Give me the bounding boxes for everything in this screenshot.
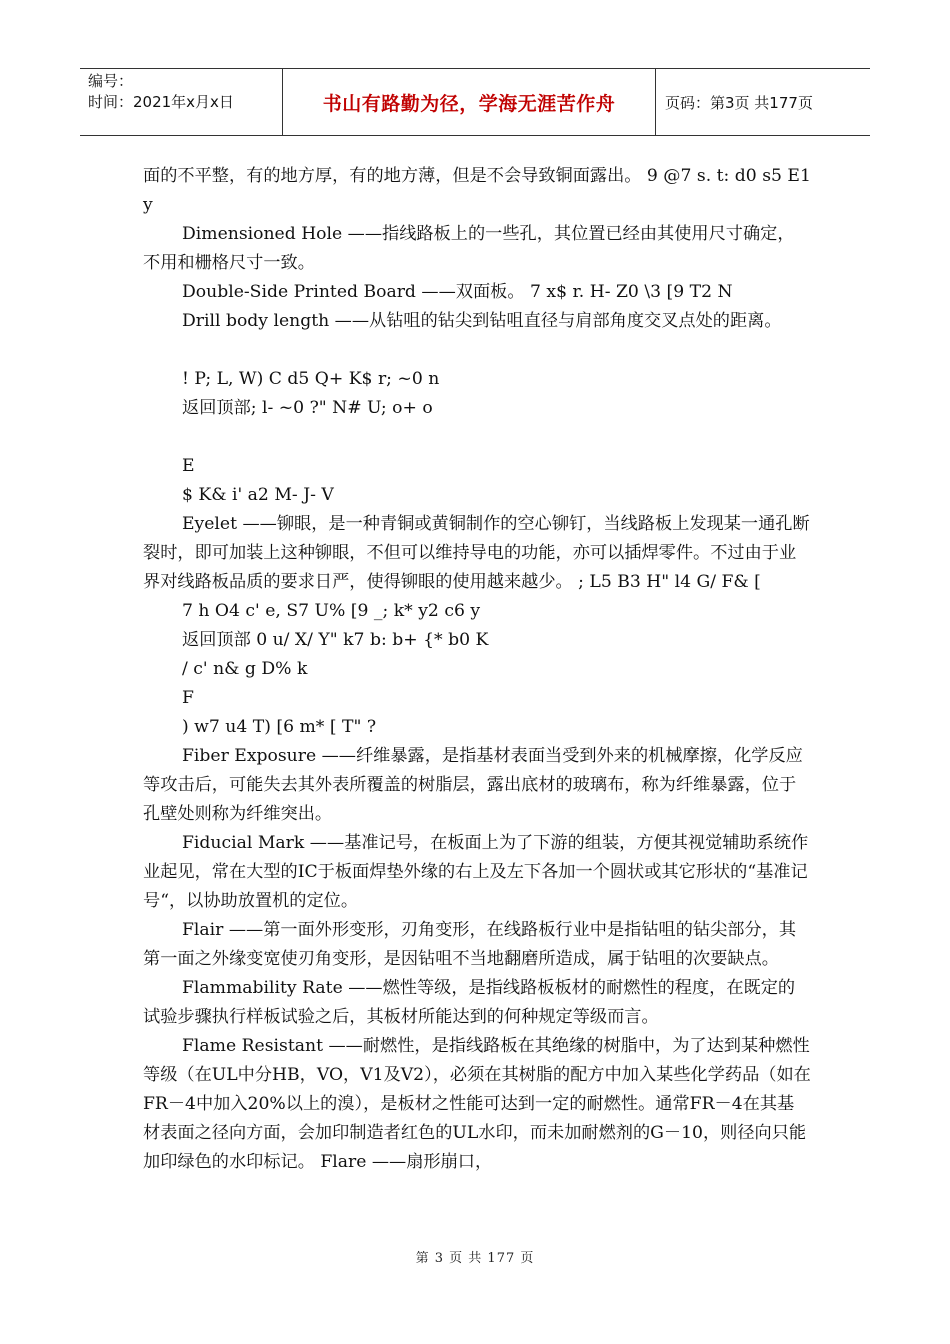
header-meta-cell: [80, 69, 283, 135]
body-paragraph: 面的不平整，有的地方厚，有的地方薄，但是不会导致铜面露出。 9 @7 s. t: d0 s5 E1 y: [143, 166, 811, 215]
body-paragraph: Flammability Rate ——燃性等级，是指线路板板材的耐燃性的程度，在既定的试验步骤执行样板试验之后，其板材所能达到的何种规定等级而言。: [143, 978, 796, 1027]
body-paragraph: Double-Side Printed Board ——双面板。 7 x$ r. H- Z0 \3 [9 T2 N: [182, 282, 733, 302]
header-motto-cell: [283, 69, 656, 135]
body-paragraph: $ K& i' a2 M- J- V: [182, 485, 334, 505]
page-footer: [0, 1247, 950, 1266]
body-paragraph: ) w7 u4 T) [6 m* [ T" ?: [182, 717, 377, 737]
body-paragraph: Dimensioned Hole ——指线路板上的一些孔，其位置已经由其使用尺寸确定，不用和栅格尺寸一致。: [143, 224, 795, 273]
footer-page-number: 第 3 页 共 177 页: [415, 1251, 535, 1266]
blank-line: [143, 423, 811, 452]
body-paragraph: ! P; L, W) C d5 Q+ K$ r; ~0 n: [182, 369, 440, 389]
body-paragraph: F: [182, 688, 194, 708]
document-body: [143, 162, 811, 1177]
body-paragraph: Fiducial Mark ——基准记号，在板面上为了下游的组装，方便其视觉辅助系统作业起见，常在大型的IC于板面焊垫外缘的右上及左下各加一个圆状或其它形状的“基准记号“，以协助放置机的定位。: [143, 833, 809, 911]
body-paragraph: 返回顶部; l- ~0 ?" N# U; o+ o: [182, 398, 433, 418]
motto-text: 书山有路勤为径，学海无涯苦作舟: [322, 92, 616, 115]
body-paragraph: / c' n& g D% k: [182, 659, 308, 679]
body-paragraph: 7 h O4 c' e, S7 U% [9 _; k* y2 c6 y: [182, 601, 481, 621]
number-label: 编号：: [88, 72, 134, 90]
header-page-cell: [656, 69, 870, 135]
body-paragraph: 返回顶部 0 u/ X/ Y" k7 b: b+ {* b0 K: [182, 630, 489, 650]
time-label: 时间：2021年x月x日: [88, 93, 234, 111]
page-info: 页码：第3页 共177页: [665, 93, 813, 112]
document-header: [80, 68, 870, 136]
body-paragraph: Eyelet ——铆眼，是一种青铜或黄铜制作的空心铆钉，当线路板上发现某一通孔断裂时，即可加装上这种铆眼，不但可以维持导电的功能，亦可以插焊零件。不过由于业界对线路板品质的要求日严，使得铆眼的使用越来越少。 ; L5 B3 H" l4 G/ F& [: [143, 514, 810, 592]
body-paragraph: Fiber Exposure ——纤维暴露，是指基材表面当受到外来的机械摩擦，化学反应等攻击后，可能失去其外表所覆盖的树脂层，露出底材的玻璃布，称为纤维暴露，位于孔壁处则称为纤维突出。: [143, 746, 803, 824]
body-paragraph: Drill body length ——从钻咀的钻尖到钻咀直径与肩部角度交叉点处的距离。: [182, 311, 782, 331]
body-paragraph: Flame Resistant ——耐燃性，是指线路板在其绝缘的树脂中，为了达到某种燃性等级（在UL中分HB，VO，V1及V2），必须在其树脂的配方中加入某些化学药品（如在FR－4中加入20%以上的溴），是板材之性能可达到一定的耐燃性。通常FR－4在其基材表面之径向方面，会加印制造者红色的UL水印，而未加耐燃剂的G－10，则径向只能加印绿色的水印标记。 Flare ——扇形崩口，: [143, 1036, 811, 1172]
body-paragraph: E: [182, 456, 195, 476]
blank-line: [143, 336, 811, 365]
body-paragraph: Flair ——第一面外形变形，刃角变形，在线路板行业中是指钻咀的钻尖部分，其第一面之外缘变宽使刃角变形，是因钻咀不当地翻磨所造成，属于钻咀的次要缺点。: [143, 920, 797, 969]
